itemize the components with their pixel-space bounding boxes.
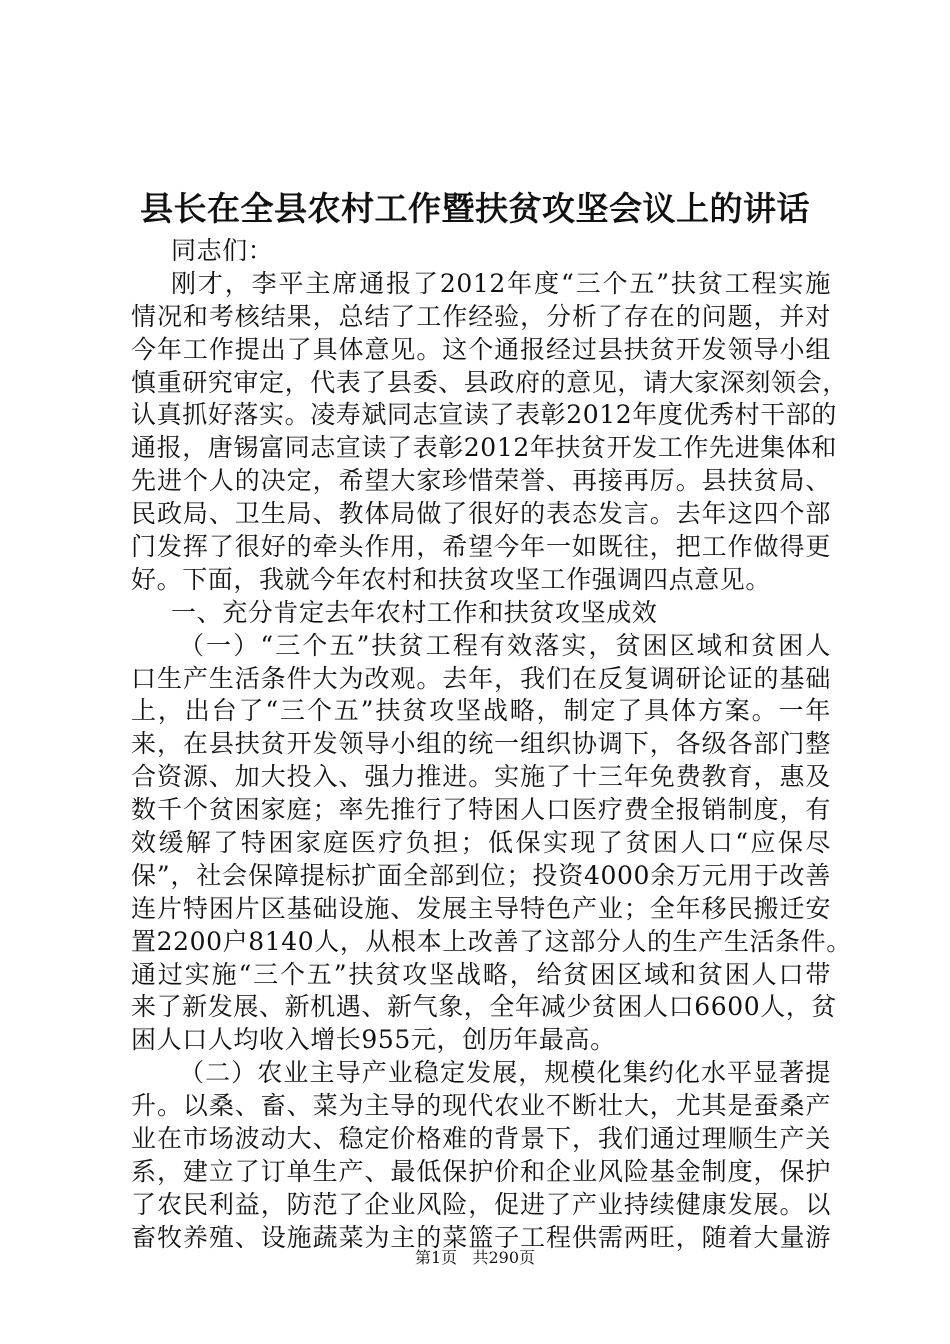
body-line: 先进个人的决定，希望大家珍惜荣誉、再接再厉。县扶贫局、 bbox=[131, 466, 831, 496]
section-heading: 一、充分肯定去年农村工作和扶贫攻坚成效 bbox=[171, 597, 658, 627]
body-line: 来，在县扶贫开发领导小组的统一组织协调下，各级各部门整 bbox=[131, 729, 831, 759]
page-separator bbox=[462, 1248, 467, 1267]
body-line: 口生产生活条件大为改观。去年，我们在反复调研论证的基础 bbox=[131, 663, 831, 693]
body-line: 效缓解了特困家庭医疗负担；低保实现了贫困人口“应保尽 bbox=[131, 828, 831, 858]
body-line: 通报，唐锡富同志宣读了表彰2012年扶贫开发工作先进集体和 bbox=[131, 433, 838, 463]
body-line: 业在市场波动大、稳定价格难的背景下，我们通过理顺生产关 bbox=[131, 1124, 831, 1154]
body-line: 上，出台了“三个五”扶贫攻坚战略，制定了具体方案。一年 bbox=[131, 696, 831, 726]
body-line: 通过实施“三个五”扶贫攻坚战略，给贫困区域和贫困人口带 bbox=[131, 959, 831, 989]
page-total: 共290页 bbox=[472, 1248, 535, 1267]
body-line: 民政局、卫生局、教体局做了很好的表态发言。去年这四个部 bbox=[131, 499, 831, 529]
body-line: 困人口人均收入增长955元，创历年最高。 bbox=[131, 1025, 616, 1055]
body-line: 升。以桑、畜、菜为主导的现代农业不断壮大，尤其是蚕桑产 bbox=[131, 1091, 831, 1121]
body-line: 认真抓好落实。凌寿斌同志宣读了表彰2012年度优秀村干部的 bbox=[131, 400, 838, 430]
salutation-line: 同志们： bbox=[171, 236, 274, 265]
body-line: 今年工作提出了具体意见。这个通报经过县扶贫开发领导小组 bbox=[131, 334, 831, 364]
body-line: 情况和考核结果，总结了工作经验，分析了存在的问题，并对 bbox=[131, 301, 831, 331]
body-line: 保”，社会保障提标扩面全部到位；投资4000余万元用于改善 bbox=[131, 860, 831, 890]
body-line: 来了新发展、新机遇、新气象，全年减少贫困人口6600人，贫 bbox=[131, 992, 838, 1022]
body-line: 置2200户8140人，从根本上改善了这部分人的生产生活条件。 bbox=[131, 926, 852, 956]
body-line: 连片特困片区基础设施、发展主导特色产业；全年移民搬迁安 bbox=[131, 893, 831, 923]
body-line: 系，建立了订单生产、最低保护价和企业风险基金制度，保护 bbox=[131, 1156, 831, 1186]
body-line: 门发挥了很好的牵头作用，希望今年一如既往，把工作做得更 bbox=[131, 532, 831, 562]
document-body bbox=[131, 235, 852, 1255]
body-line: 畜牧养殖、设施蔬菜为主的菜篮子工程供需两旺，随着大量游 bbox=[131, 1222, 831, 1252]
page-number: 第1页 bbox=[414, 1248, 458, 1267]
body-line: 刚才，李平主席通报了2012年度“三个五”扶贫工程实施 bbox=[171, 268, 831, 298]
document-title: 县长在全县农村工作暨扶贫攻坚会议上的讲话 bbox=[140, 189, 810, 228]
body-line: 数千个贫困家庭；率先推行了特困人口医疗费全报销制度，有 bbox=[131, 795, 831, 825]
subsection-heading: （二）农业主导产业稳定发展，规模化集约化水平显著提 bbox=[179, 1058, 831, 1088]
page-footer bbox=[0, 1247, 950, 1269]
body-line: 好。下面，我就今年农村和扶贫攻坚工作强调四点意见。 bbox=[131, 564, 772, 594]
body-line: 了农民利益，防范了企业风险，促进了产业持续健康发展。以 bbox=[131, 1189, 831, 1219]
body-line: 慎重研究审定，代表了县委、县政府的意见，请大家深刻领会， bbox=[131, 367, 848, 397]
body-line: 合资源、加大投入、强力推进。实施了十三年免费教育，惠及 bbox=[131, 762, 831, 792]
subsection-heading: （一）“三个五”扶贫工程有效落实，贫困区域和贫困人 bbox=[179, 630, 831, 660]
